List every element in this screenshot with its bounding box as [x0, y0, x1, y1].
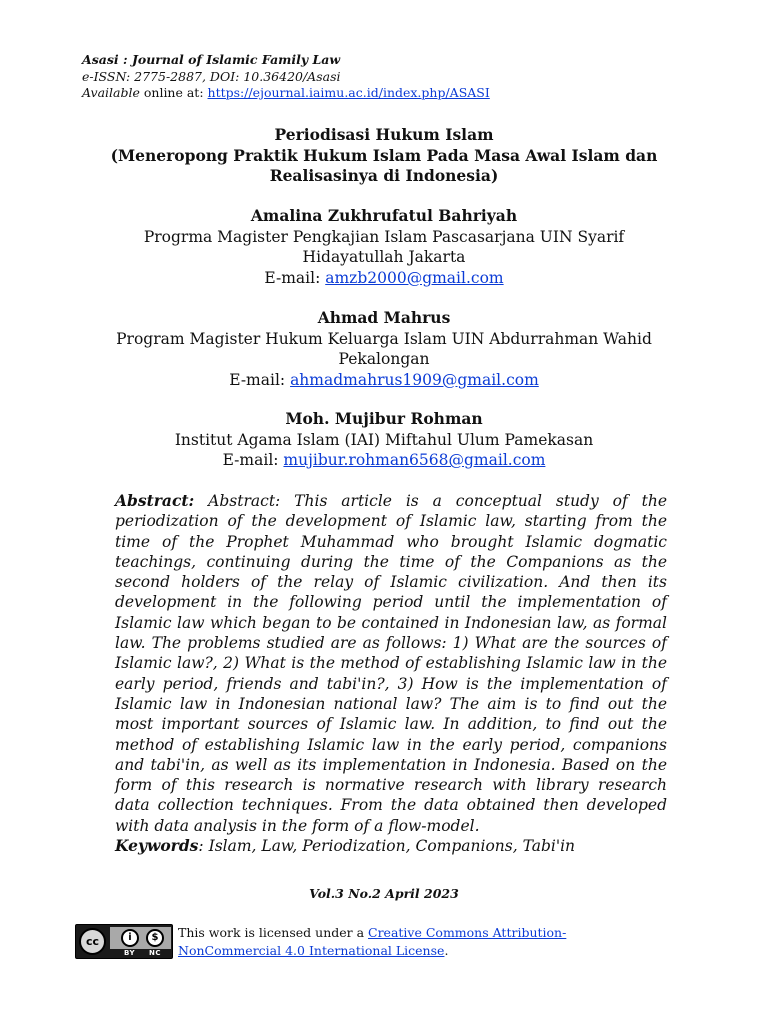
license-link-line1: Creative Commons Attribution- — [368, 925, 567, 940]
author-affiliation: Pekalongan — [338, 350, 430, 368]
abstract-section — [115, 491, 667, 856]
keywords-text: : Islam, Law, Periodization, Companions, Tabi'in — [198, 837, 576, 856]
title-line-3: Realisasinya di Indonesia) — [269, 166, 499, 185]
badge-nc-label: NC — [149, 949, 161, 957]
author-email-line — [96, 268, 672, 289]
license-block — [75, 924, 598, 960]
author-affiliation: Progrma Magister Pengkajian Islam Pascasarjana UIN Syarif — [143, 227, 625, 246]
author-block-3 — [96, 409, 672, 471]
author-email-link[interactable]: mujibur.rohman6568@gmail.com — [283, 451, 546, 469]
author-email-link[interactable]: ahmadmahrus1909@gmail.com — [290, 370, 539, 389]
author-affiliation: Hidayatullah Jakarta — [302, 248, 466, 266]
abstract-paragraph — [115, 491, 667, 836]
author-affiliation: Program Magister Hukum Keluarga Islam UIN Abdurrahman Wahid — [116, 329, 652, 348]
author-block-2 — [96, 308, 672, 390]
title-line-1: Periodisasi Hukum Islam — [274, 125, 494, 144]
cc-icon: cc — [79, 928, 106, 955]
author-name: Moh. Mujibur Rohman — [285, 409, 483, 428]
license-link-line2: NonCommercial 4.0 International License — [178, 943, 445, 958]
author-email-line — [96, 370, 672, 391]
available-word: Available — [82, 85, 140, 100]
title-line-2: (Meneropong Praktik Hukum Islam Pada Masa Awal Islam dan — [110, 145, 658, 165]
author-name: Ahmad Mahrus — [317, 308, 451, 327]
email-label: E-mail: — [222, 451, 284, 469]
email-label: E-mail: — [229, 370, 291, 389]
badge-by-label: BY — [124, 949, 136, 957]
author-email-line — [96, 450, 672, 471]
email-label: E-mail: — [264, 268, 326, 287]
author-name: Amalina Zukhrufatul Bahriyah — [250, 206, 518, 225]
abstract-label: Abstract: — [115, 491, 195, 510]
author-affiliation: Institut Agama Islam (IAI) Miftahul Ulum Pamekasan — [174, 430, 594, 449]
issn-doi: e-ISSN: 2775-2887, DOI: 10.36420/Asasi — [82, 68, 341, 84]
keywords-line — [115, 836, 667, 856]
license-period: . — [444, 943, 449, 958]
attribution-icon: i — [121, 929, 139, 947]
availability-line — [82, 85, 490, 102]
article-title — [96, 125, 672, 187]
cc-by-nc-badge[interactable] — [75, 924, 173, 959]
license-intro: This work is licensed under a — [178, 925, 369, 940]
journal-header — [82, 52, 490, 102]
journal-title: Asasi : Journal of Islamic Family Law — [82, 52, 341, 67]
journal-url-link[interactable]: https://ejournal.iaimu.ac.id/index.php/ASASI — [207, 85, 490, 100]
available-text: online at: — [139, 85, 208, 100]
author-email-link[interactable]: amzb2000@gmail.com — [325, 268, 504, 287]
noncommercial-icon: $ — [146, 929, 164, 947]
abstract-text: Abstract: This article is a conceptual study of the periodization of the development of Islamic law, starting from the time of the Prophet Muhammad who brought Islamic dogmatic teachings, continuing during the time of the Companions as the second holders of the relay of Islamic civilization. And then its development in the following period until the implementation of Islamic law which began to be contained in Indonesian law, as formal law. The problems studied are as follows: 1) What are the sources of Islamic law?, 2) What is the method of establishing Islamic law in the early period, friends and tabi'in?, 3) How is the implementation of Islamic law in Indonesian national law? The aim is to find out the most important sources of Islamic law. In addition, to find out the method of establishing Islamic law in the early period, companions and tabi'in, as well as its implementation in Indonesia. Based on the form of this research is normative research with library research data collection techniques. From the data obtained then developed with data analysis in the form of a flow-model. — [115, 492, 667, 835]
volume-info: Vol.3 No.2 April 2023 — [309, 886, 459, 901]
author-block-1 — [96, 206, 672, 288]
license-text — [178, 924, 598, 960]
keywords-label: Keywords — [115, 836, 199, 856]
